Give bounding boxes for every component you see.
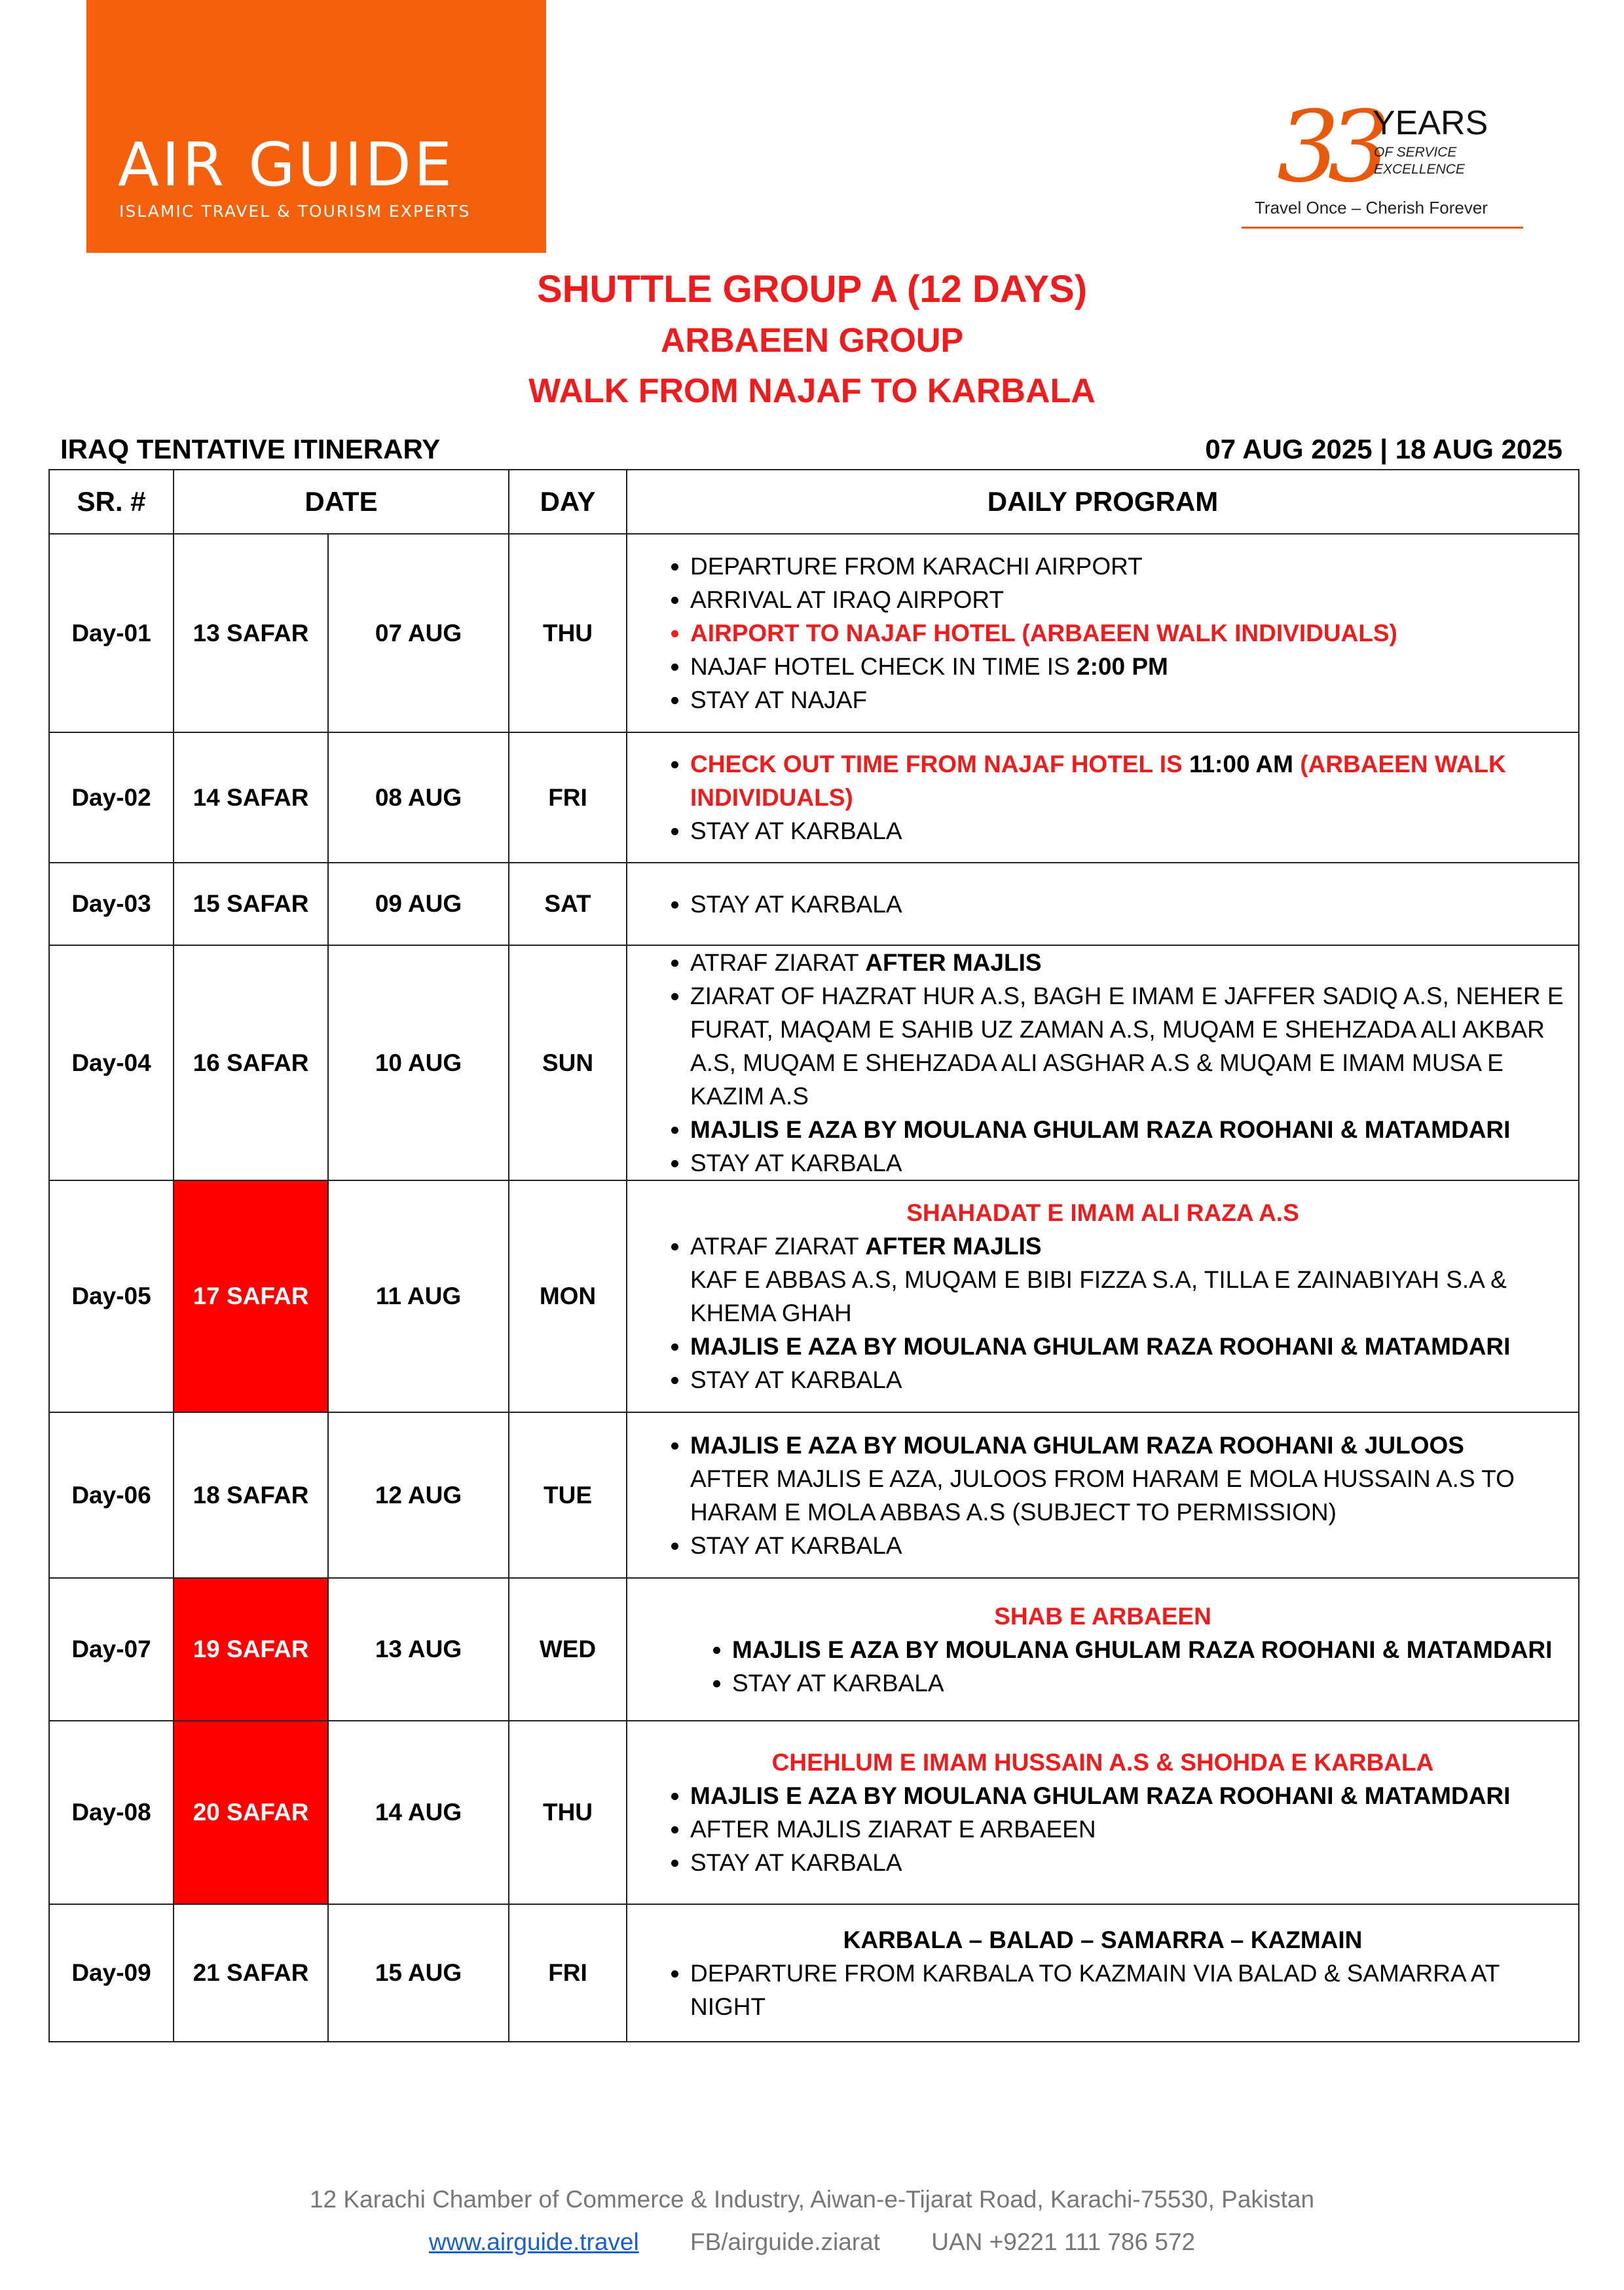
row-day: THU (509, 1721, 627, 1904)
program-list (627, 1957, 1578, 2023)
program-item (690, 650, 1578, 683)
program-item: • MAJLIS E AZA BY MOULANA GHULAM RAZA ROOHANI & MATAMDARI (690, 1779, 1578, 1812)
program-item: • AFTER MAJLIS ZIARAT E ARBAEEN (690, 1812, 1578, 1846)
header-program: DAILY PROGRAM (627, 470, 1579, 534)
program-text-bold: AFTER MAJLIS (865, 1233, 1042, 1260)
row-program (627, 1578, 1579, 1721)
program-heading: SHAHADAT E IMAM ALI RAZA A.S (906, 1199, 1299, 1226)
row-safar: 14 SAFAR (174, 732, 328, 863)
row-safar: 13 SAFAR (174, 534, 328, 732)
program-item: • AIRPORT TO NAJAF HOTEL (ARBAEEN WALK INDIVIDUALS) (690, 616, 1578, 650)
program-item: • ARRIVAL AT IRAQ AIRPORT (690, 583, 1578, 616)
row-sr: Day-07 (49, 1578, 174, 1721)
brand-logo-block (86, 0, 546, 253)
table-row (49, 945, 1579, 1180)
table-row (49, 1904, 1579, 2042)
row-date: 09 AUG (328, 863, 509, 945)
itinerary-table (48, 469, 1579, 2042)
row-program (627, 534, 1579, 732)
row-day: FRI (509, 1904, 627, 2042)
table-row (49, 1721, 1579, 1904)
program-item: • MAJLIS E AZA BY MOULANA GHULAM RAZA ROOHANI & MATAMDARI (690, 1113, 1578, 1146)
program-list (627, 1529, 1578, 1562)
table-row (49, 732, 1579, 863)
program-text: CHECK OUT TIME FROM NAJAF HOTEL IS (690, 751, 1189, 778)
row-date: 14 AUG (328, 1721, 509, 1904)
row-sr: Day-05 (49, 1180, 174, 1412)
anniversary-sub1: OF SERVICE (1374, 145, 1457, 160)
row-safar: 21 SAFAR (174, 1904, 328, 2042)
page-subtitle: ARBAEEN GROUP (660, 322, 964, 360)
row-safar: 16 SAFAR (174, 945, 328, 1180)
row-day: FRI (509, 732, 627, 863)
program-time: 2:00 PM (1077, 653, 1168, 680)
row-safar-highlighted: 17 SAFAR (174, 1180, 328, 1412)
program-list (627, 888, 1578, 921)
row-day: MON (509, 1180, 627, 1412)
anniversary-underline (1242, 227, 1523, 229)
program-item: • DEPARTURE FROM KARBALA TO KAZMAIN VIA BALAD & SAMARRA AT NIGHT (690, 1957, 1578, 2023)
row-day: SUN (509, 945, 627, 1180)
program-text-bold: AFTER MAJLIS (865, 949, 1042, 976)
table-row (49, 1412, 1579, 1578)
row-date: 10 AUG (328, 945, 509, 1180)
row-safar-highlighted: 19 SAFAR (174, 1578, 328, 1721)
program-list (627, 1779, 1578, 1879)
program-item: • STAY AT KARBALA (690, 1363, 1578, 1397)
header-day: DAY (509, 470, 627, 534)
row-date: 13 AUG (328, 1578, 509, 1721)
program-item (690, 1229, 1578, 1263)
page-subtitle-2: WALK FROM NAJAF TO KARBALA (528, 372, 1096, 410)
website-link[interactable]: www.airguide.travel (428, 2228, 639, 2255)
itinerary-dates: 07 AUG 2025 | 18 AUG 2025 (1205, 434, 1562, 464)
row-program (627, 1180, 1579, 1412)
program-list (627, 747, 1578, 848)
program-item: • STAY AT KARBALA (690, 814, 1578, 848)
program-item: • STAY AT KARBALA (732, 1666, 1578, 1700)
row-safar: 15 SAFAR (174, 863, 328, 945)
program-item: • ZIARAT OF HAZRAT HUR A.S, BAGH E IMAM E JAFFER SADIQ A.S, NEHER E FURAT, MAQAM E SAHIB UZ ZAMAN A.S, MUQAM E SHEHZADA ALI AKBAR A.S, MUQAM E SHEHZADA ALI ASGHAR A.S & MUQAM E IMAM MUSA E KAZIM A.S (690, 979, 1578, 1113)
program-item: • MAJLIS E AZA BY MOULANA GHULAM RAZA ROOHANI & JULOOS (690, 1429, 1578, 1462)
program-list (627, 1429, 1578, 1462)
program-item: • STAY AT KARBALA (690, 1529, 1578, 1562)
row-program (627, 732, 1579, 863)
anniversary-subtitle (1374, 144, 1465, 178)
program-item (690, 747, 1578, 814)
row-sr: Day-04 (49, 945, 174, 1180)
row-day: SAT (509, 863, 627, 945)
program-continuation: AFTER MAJLIS E AZA, JULOOS FROM HARAM E MOLA HUSSAIN A.S TO HARAM E MOLA ABBAS A.S (SUBJECT TO PERMISSION) (690, 1465, 1515, 1526)
row-sr: Day-09 (49, 1904, 174, 2042)
program-item: • MAJLIS E AZA BY MOULANA GHULAM RAZA ROOHANI & MATAMDARI (690, 1330, 1578, 1363)
table-row (49, 1180, 1579, 1412)
footer-contacts (0, 2228, 1624, 2256)
row-date: 08 AUG (328, 732, 509, 863)
table-row (49, 534, 1579, 732)
row-sr: Day-01 (49, 534, 174, 732)
program-time: 11:00 AM (1189, 751, 1293, 778)
anniversary-years: YEARS (1373, 104, 1488, 142)
program-heading: CHEHLUM E IMAM HUSSAIN A.S & SHOHDA E KARBALA (771, 1749, 1434, 1776)
footer-address: 12 Karachi Chamber of Commerce & Industry, Aiwan-e-Tijarat Road, Karachi-75530, Pakistan (309, 2186, 1315, 2213)
uan-number: UAN +9221 111 786 572 (931, 2228, 1196, 2255)
table-row (49, 863, 1579, 945)
program-item: • MAJLIS E AZA BY MOULANA GHULAM RAZA ROOHANI & MATAMDARI (732, 1633, 1578, 1666)
row-program (627, 1721, 1579, 1904)
program-item: • STAY AT KARBALA (690, 1146, 1578, 1180)
row-day: WED (509, 1578, 627, 1721)
program-continuation: KAF E ABBAS A.S, MUQAM E BIBI FIZZA S.A, TILLA E ZAINABIYAH S.A & KHEMA GHAH (690, 1266, 1507, 1326)
header-sr: SR. # (49, 470, 174, 534)
row-program (627, 1412, 1579, 1578)
program-item (690, 946, 1578, 979)
row-sr: Day-02 (49, 732, 174, 863)
program-list (627, 946, 1578, 1180)
program-text: ATRAF ZIARAT (690, 1233, 866, 1260)
row-date: 07 AUG (328, 534, 509, 732)
row-program (627, 945, 1579, 1180)
row-date: 15 AUG (328, 1904, 509, 2042)
brand-name: AIR GUIDE (118, 130, 454, 200)
program-list (627, 1229, 1578, 1263)
row-sr: Day-03 (49, 863, 174, 945)
header-date: DATE (174, 470, 509, 534)
program-list (627, 1330, 1578, 1397)
row-sr: Day-06 (49, 1412, 174, 1578)
brand-tagline: ISLAMIC TRAVEL & TOURISM EXPERTS (119, 202, 471, 221)
table-header-row (49, 470, 1579, 534)
program-text: ATRAF ZIARAT (690, 949, 866, 976)
table-row (49, 1578, 1579, 1721)
anniversary-badge (1242, 90, 1523, 236)
program-heading: KARBALA – BALAD – SAMARRA – KAZMAIN (843, 1926, 1363, 1953)
facebook-handle: FB/airguide.ziarat (690, 2228, 880, 2255)
row-safar-highlighted: 20 SAFAR (174, 1721, 328, 1904)
program-item: • STAY AT NAJAF (690, 683, 1578, 717)
program-item: • STAY AT KARBALA (690, 1846, 1578, 1879)
program-item: • STAY AT KARBALA (690, 888, 1578, 921)
program-heading: SHAB E ARBAEEN (994, 1602, 1211, 1630)
page-title: SHUTTLE GROUP A (12 DAYS) (536, 268, 1088, 310)
anniversary-number: 33 (1277, 90, 1378, 204)
row-program (627, 1904, 1579, 2042)
row-day: TUE (509, 1412, 627, 1578)
row-program (627, 863, 1579, 945)
itinerary-label: IRAQ TENTATIVE ITINERARY (60, 434, 441, 464)
program-item: • DEPARTURE FROM KARACHI AIRPORT (690, 550, 1578, 583)
program-note: (ARBAEEN WALK INDIVIDUALS) (690, 751, 1506, 811)
anniversary-slogan: Travel Once – Cherish Forever (1255, 198, 1488, 217)
row-date: 12 AUG (328, 1412, 509, 1578)
row-date: 11 AUG (328, 1180, 509, 1412)
row-safar: 18 SAFAR (174, 1412, 328, 1578)
row-day: THU (509, 534, 627, 732)
program-list (627, 1633, 1578, 1700)
program-text: NAJAF HOTEL CHECK IN TIME IS (690, 653, 1077, 680)
row-sr: Day-08 (49, 1721, 174, 1904)
program-list (627, 550, 1578, 717)
anniversary-sub2: EXCELLENCE (1374, 162, 1465, 177)
